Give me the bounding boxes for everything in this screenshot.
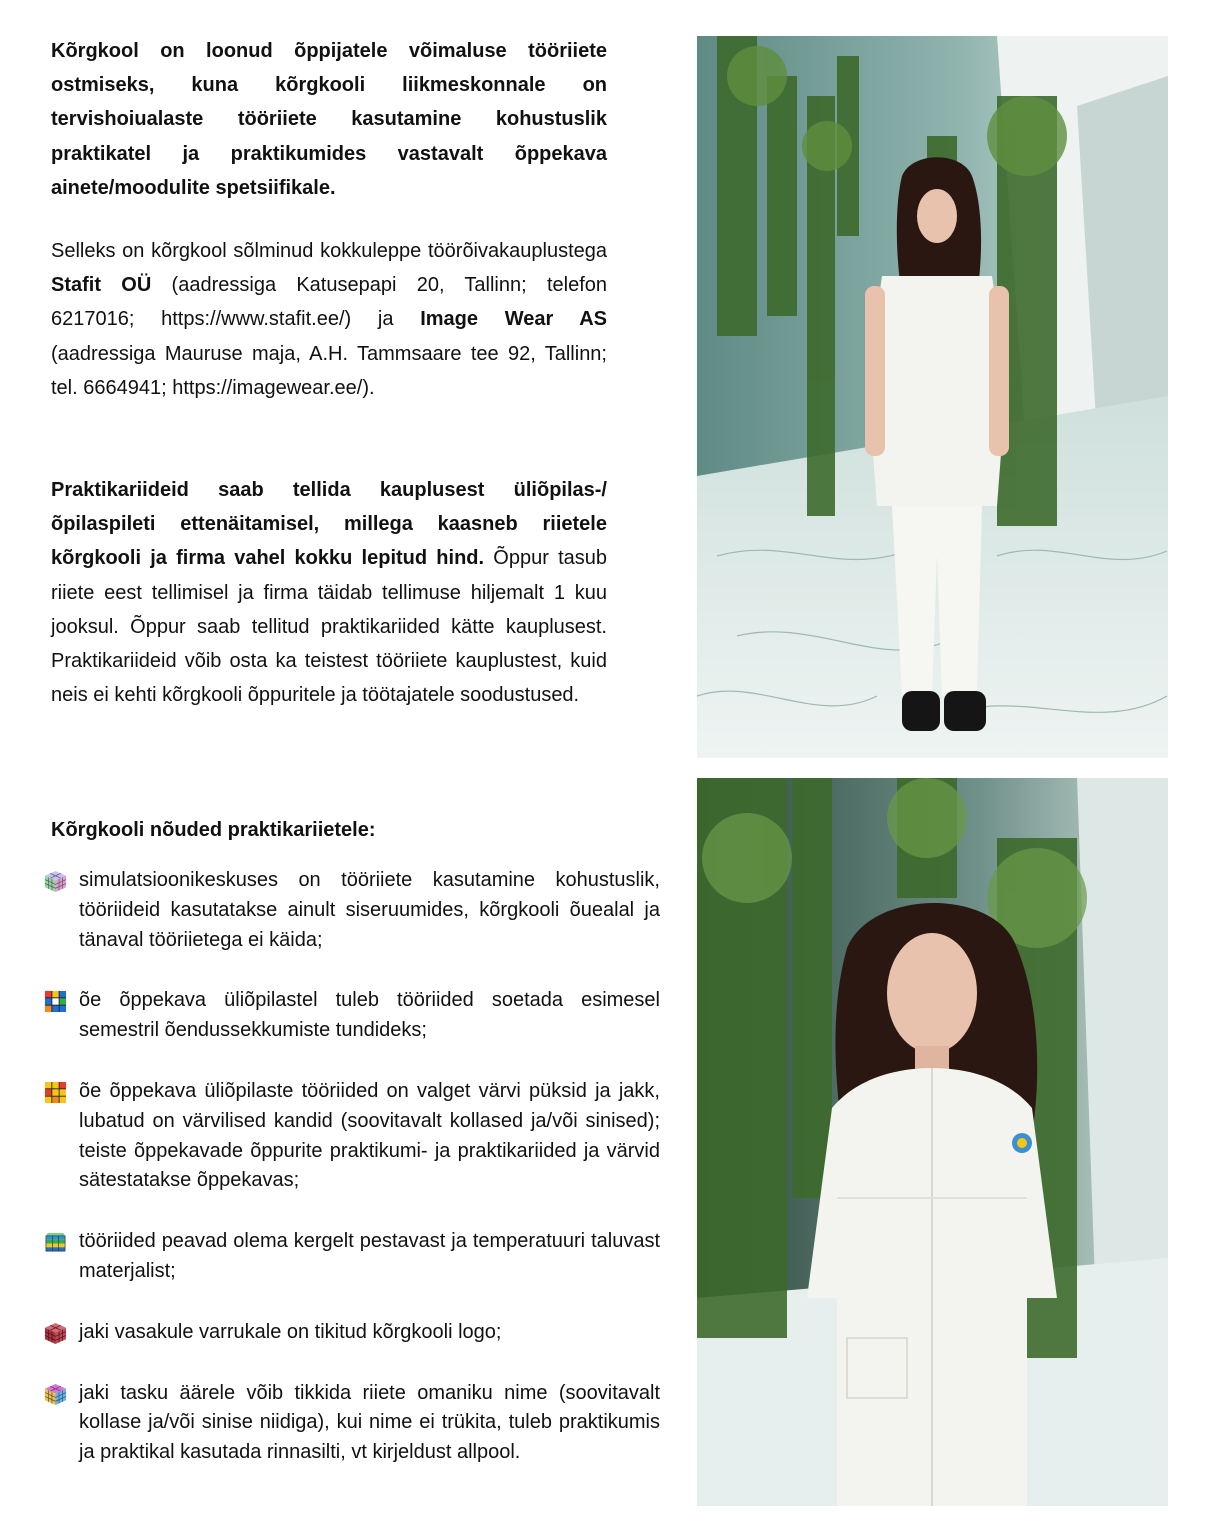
list-item: [44, 1227, 660, 1287]
cube-bullet-icon: [44, 1231, 67, 1254]
agreement-paragraph: [51, 234, 607, 405]
photo-uniform-portrait: [697, 778, 1168, 1506]
list-item: [44, 866, 660, 955]
list-item: [44, 1379, 660, 1468]
ordering-text: Õppur tasub riiete eest tellimisel ja firma täidab tellimuse hiljemalt 1 kuu jooksul. Õppur saab tellitud praktikariided kätte kauplusest. Praktikariideid võib osta ka teistest tööriiete kauplustest, kuid neis ei kehti kõrgkooli õppuritele ja töötajatele soodustused.: [51, 547, 607, 707]
cube-bullet-icon: [44, 1081, 67, 1104]
requirements-list: [44, 866, 660, 1468]
agreement-text-3: (aadressiga Mauruse maja, A.H. Tammsaare tee 92, Tallinn; tel. 6664941; https://imagewear.ee/).: [51, 342, 607, 399]
cube-bullet-icon: [44, 870, 67, 893]
ordering-paragraph: [51, 473, 607, 712]
agreement-text-1: Selleks on kõrgkool sõlminud kokkuleppe töörõivakauplustega: [51, 240, 607, 262]
agreement-text-2: (aadressiga Katusepapi 20, Tallinn; telefon 6217016; https://www.stafit.ee/) ja: [51, 274, 607, 331]
list-item: [44, 986, 660, 1046]
requirement-text: jaki vasakule varrukale on tikitud kõrgkooli logo;: [79, 1320, 502, 1343]
requirement-text: tööriided peavad olema kergelt pestavast ja temperatuuri taluvast materjalist;: [79, 1230, 660, 1282]
photo-uniform-full-length: [697, 36, 1168, 758]
ordering-bold-text: Praktikariideid saab tellida kauplusest üliõpilas-/ õpilaspileti ettenäitamisel, millega kaasneb riietele kõrgkooli ja firma vahel kokku lepitud hind.: [51, 479, 607, 570]
requirement-text: jaki tasku äärele võib tikkida riiete omaniku nime (soovitavalt kollase ja/või sinise niidiga), kui nime ei trükita, tuleb praktikumis ja praktikal kasutada rinnasilti, vt kirjeldust allpool.: [79, 1381, 660, 1464]
requirements-heading: Kõrgkooli nõuded praktikariietele:: [51, 819, 376, 841]
cube-bullet-icon: [44, 990, 67, 1013]
company-stafit: Stafit OÜ: [51, 274, 152, 297]
requirement-text: simulatsioonikeskuses on tööriiete kasutamine kohustuslik, tööriideid kasutatakse ainult siseruumides, kõrgkooli õuealal ja tänaval tööriietega ei käida;: [79, 869, 660, 951]
requirement-text: õe õppekava üliõpilastel tuleb tööriided soetada esimesel semestril õendussekkumiste tundideks;: [79, 989, 660, 1042]
company-image-wear: Image Wear AS: [420, 308, 607, 331]
list-item: [44, 1077, 660, 1196]
cube-bullet-icon: [44, 1383, 67, 1406]
list-item: [44, 1318, 660, 1348]
requirement-text: õe õppekava üliõpilaste tööriided on valget värvi püksid ja jakk, lubatud on värvilised kandid (soovitavalt kollased ja/või sinised); teiste õppekavade õppurite praktikumi- ja praktikariided ja värvid sätestatakse õppekavas;: [79, 1079, 660, 1192]
intro-paragraph: Kõrgkool on loonud õppijatele võimaluse tööriiete ostmiseks, kuna kõrgkooli liikmeskonnale on tervishoiualaste tööriiete kasutamine kohustuslik praktikatel ja praktikumides vastavalt õppekava ainete/moodulite spetsiifikale.: [51, 40, 607, 199]
cube-bullet-icon: [44, 1322, 67, 1345]
